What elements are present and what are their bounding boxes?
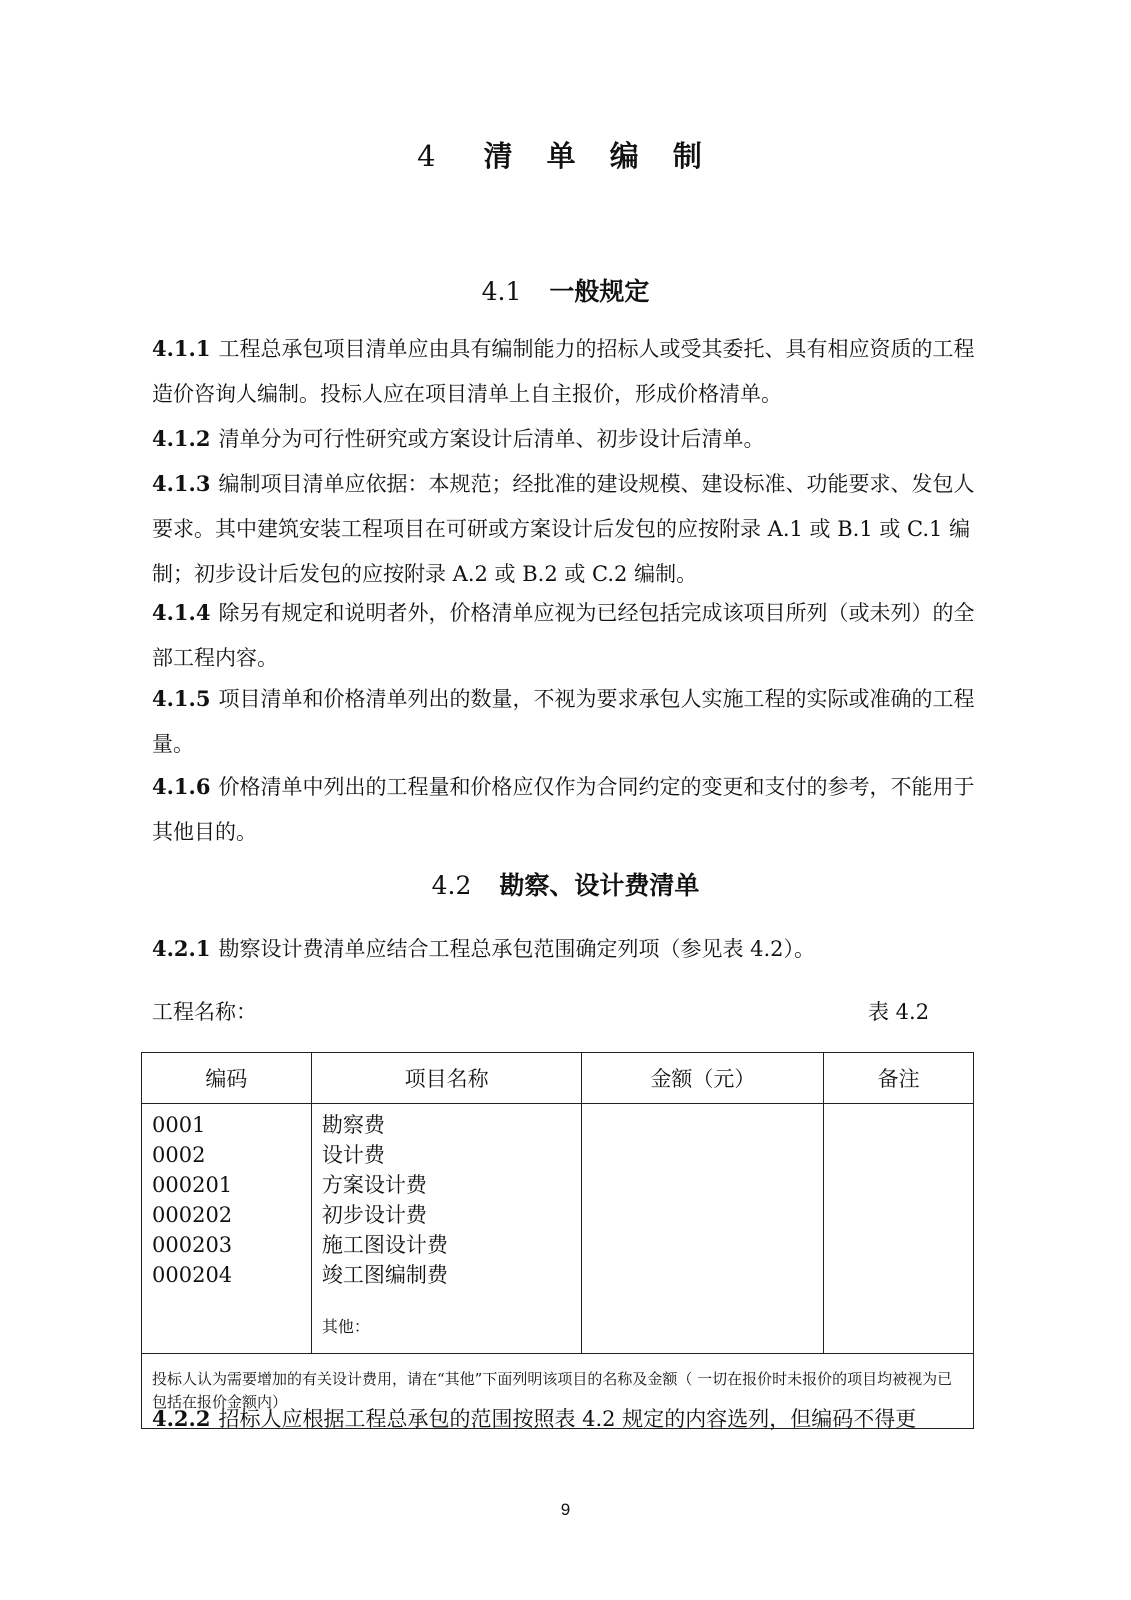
table-cell-name: 勘察费 (321, 1113, 385, 1137)
chapter-heading: 清 单 编 制 (483, 139, 714, 173)
table-cell-code: 0001 (152, 1113, 206, 1137)
header-code: 编码 (142, 1053, 312, 1104)
table-body-row (142, 1104, 974, 1354)
table-cell-name: 施工图设计费 (321, 1233, 448, 1257)
table-cell-code: 0002 (152, 1143, 206, 1167)
clause-4-1-1: 4.1.1 工程总承包项目清单应由具有编制能力的招标人或受其委托、具有相应资质的工程造价咨询人编制。投标人应在项目清单上自主报价，形成价格清单。 (152, 336, 975, 406)
table-cell-code: 000201 (152, 1173, 233, 1197)
header-amount: 金额（元） (582, 1053, 824, 1104)
clause-4-1-2: 4.1.2 清单分为可行性研究或方案设计后清单、初步设计后清单。 (152, 426, 765, 451)
table-cell-code: 000203 (152, 1233, 233, 1257)
clause-4-1-5: 4.1.5 项目清单和价格清单列出的数量，不视为要求承包人实施工程的实际或准确的工程量。 (152, 686, 975, 756)
amount-column (582, 1104, 824, 1354)
code-column (142, 1104, 312, 1354)
table-note: 投标人认为需要增加的有关设计费用，请在“其他”下面列明该项目的名称及金额（ 一切在报价时未报价的项目均被视为已包括在报价金额内） (142, 1354, 974, 1429)
table-header-row (142, 1053, 974, 1104)
chapter-title (0, 134, 1131, 175)
table-cell-name: 设计费 (321, 1143, 385, 1167)
table-cell-name: 方案设计费 (321, 1173, 427, 1197)
section-number: 4.2 (431, 871, 472, 900)
section-title-4-1 (0, 272, 1131, 308)
clause-4-1-4: 4.1.4 除另有规定和说明者外，价格清单应视为已经包括完成该项目所列（或未列）的全部工程内容。 (152, 600, 975, 670)
table-label: 表 4.2 (868, 1000, 930, 1024)
other-label: 其他： (321, 1317, 370, 1336)
clause-4-1-3: 4.1.3 编制项目清单应依据：本规范；经批准的建设规模、建设标准、功能要求、发包人要求。其中建筑安装工程项目在可研或方案设计后发包的应按附录 A.1 或 B.1 或 C.1 编制；初步设计后发包的应按附录 A.2 或 B.2 或 C.2 编制。 (152, 471, 975, 586)
clause-4-2-2: 4.2.2 招标人应根据工程总承包的范围按照表 4.2 规定的内容选列，但编码不得更 (152, 1406, 917, 1431)
header-remark: 备注 (824, 1053, 974, 1104)
clause-4-2-1: 4.2.1 勘察设计费清单应结合工程总承包范围确定列项（参见表 4.2）。 (152, 936, 816, 961)
section-heading: 勘察、设计费清单 (499, 871, 700, 900)
chapter-number: 4 (417, 139, 438, 173)
table-cell-name: 初步设计费 (321, 1203, 427, 1227)
clause-4-1-6: 4.1.6 价格清单中列出的工程量和价格应仅作为合同约定的变更和支付的参考，不能用于其他目的。 (152, 774, 975, 844)
section-title-4-2 (0, 866, 1131, 902)
project-name-label: 工程名称： (152, 1000, 257, 1024)
table-cell-name: 竣工图编制费 (321, 1263, 448, 1287)
remark-column (824, 1104, 974, 1354)
name-column (311, 1104, 582, 1354)
page-number: 9 (560, 1500, 571, 1519)
fee-table (141, 1052, 974, 1429)
header-name: 项目名称 (311, 1053, 582, 1104)
section-number: 4.1 (481, 277, 522, 306)
section-heading: 一般规定 (549, 277, 650, 306)
table-cell-code: 000204 (152, 1263, 233, 1287)
table-cell-code: 000202 (152, 1203, 233, 1227)
